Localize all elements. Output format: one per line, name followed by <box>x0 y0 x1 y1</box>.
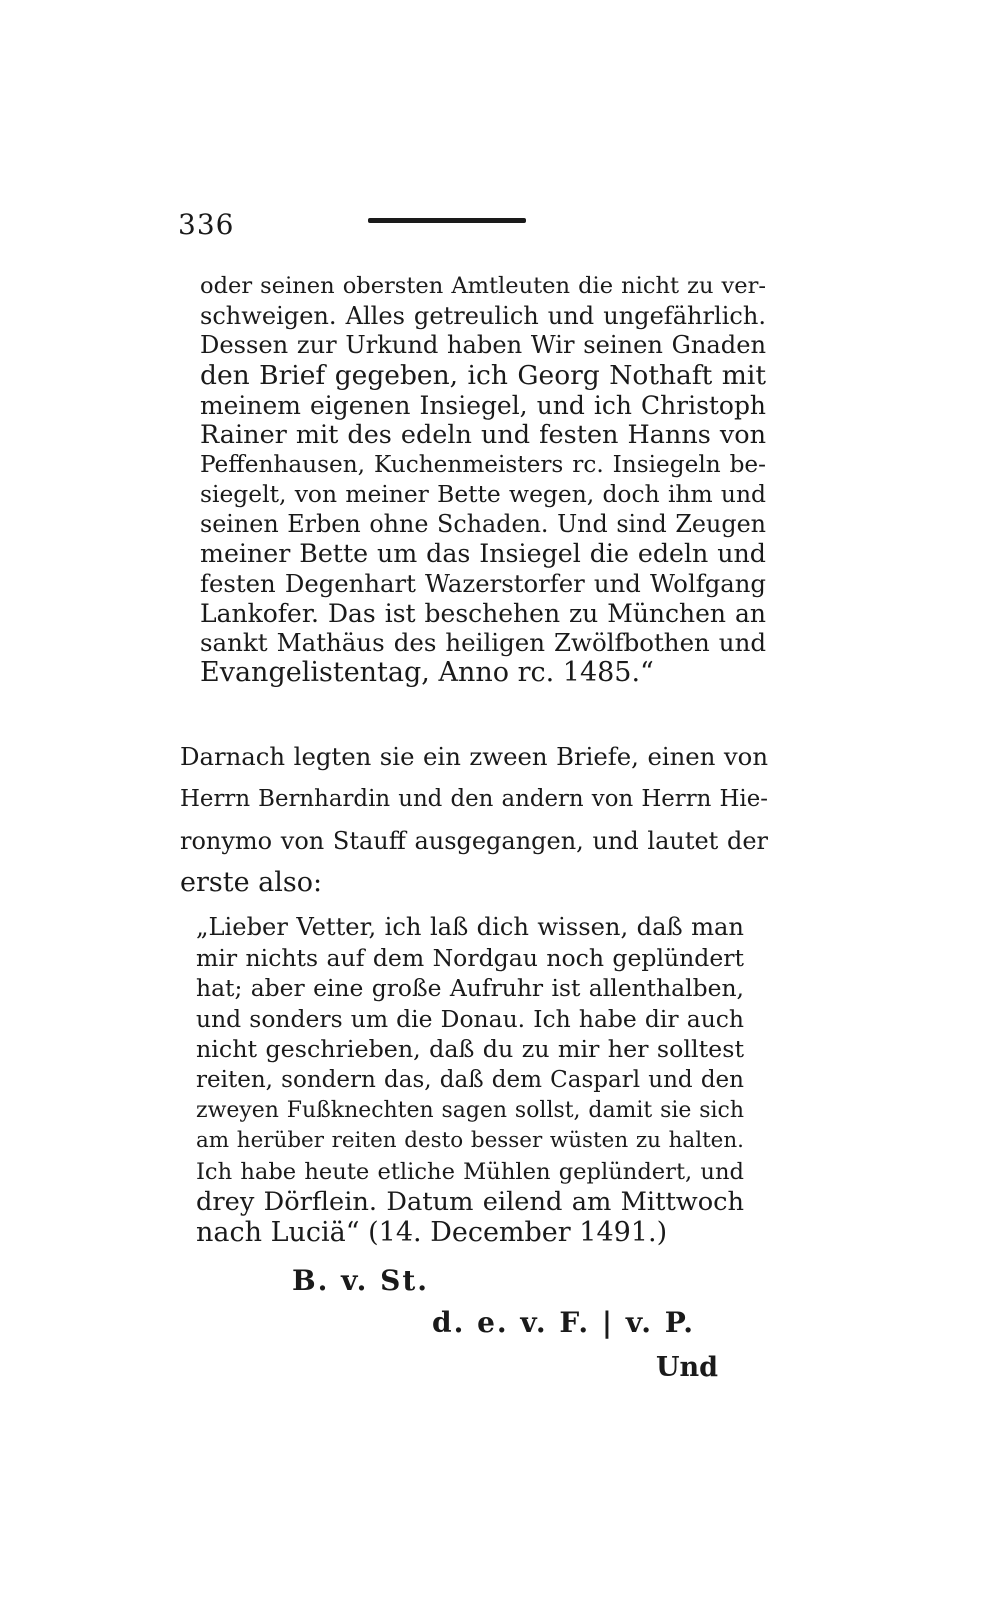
text-line: den Brief gegeben, ich Georg Nothaft mit <box>200 360 766 392</box>
page-header <box>178 208 558 248</box>
text-line: Ich habe heute etliche Mühlen geplündert, und <box>196 1158 744 1185</box>
text-line: Herrn Bernhardin und den andern von Herrn Hie- <box>180 786 768 812</box>
text-line: meinem eigenen Insiegel, und ich Christoph <box>200 390 766 420</box>
text-line: nicht geschrieben, daß du zu mir her solltest <box>196 1035 744 1064</box>
text-line: und sonders um die Donau. Ich habe dir auch <box>196 1004 744 1033</box>
text-line: hat; aber eine große Aufruhr ist allenthalben, <box>196 974 744 1003</box>
text-line: ronymo von Stauff ausgegangen, und lautet der <box>180 827 768 855</box>
paragraph-narrative <box>180 736 768 904</box>
text-line: sankt Mathäus des heiligen Zwölfbothen und <box>200 628 766 658</box>
text-line: seinen Erben ohne Schaden. Und sind Zeugen <box>200 509 766 538</box>
page-number: 336 <box>178 208 235 241</box>
text-line: mir nichts auf dem Nordgau noch geplündert <box>196 943 744 972</box>
text-line: zweyen Fußknechten sagen sollst, damit sie sich <box>196 1097 744 1123</box>
text-line: nach Luciä“ (14. December 1491.) <box>196 1216 668 1248</box>
text-line: schweigen. Alles getreulich und ungefährlich. <box>200 301 766 330</box>
text-line: „Lieber Vetter, ich laß dich wissen, daß man <box>196 913 744 941</box>
text-line: Evangelistentag, Anno rc. 1485.“ <box>200 657 654 689</box>
address-initials: d. e. v. F. | v. P. <box>432 1306 695 1339</box>
text-line: am herüber reiten desto besser wüsten zu halten. <box>196 1128 744 1154</box>
text-line: reiten, sondern das, daß dem Casparl und den <box>196 1066 744 1093</box>
text-line: erste also: <box>180 867 323 898</box>
catchword: Und <box>656 1352 719 1383</box>
signature-initials: B. v. St. <box>292 1264 430 1297</box>
header-rule <box>368 218 526 223</box>
text-line: Rainer mit des edeln und festen Hanns von <box>200 419 766 450</box>
text-line: Peffenhausen, Kuchenmeisters rc. Insiegeln be- <box>200 451 766 479</box>
text-line: meiner Bette um das Insiegel die edeln und <box>200 539 766 569</box>
paragraph-charter-ending <box>200 272 766 688</box>
text-line: festen Degenhart Wazerstorfer und Wolfgang <box>200 569 766 599</box>
text-line: Lankofer. Das ist beschehen zu München an <box>200 598 766 628</box>
text-line: oder seinen obersten Amtleuten die nicht zu ver- <box>200 273 766 299</box>
text-line: Darnach legten sie ein zween Briefe, einen von <box>180 742 768 771</box>
paragraph-letter <box>196 912 744 1249</box>
text-line: siegelt, von meiner Bette wegen, doch ihm und <box>200 479 766 508</box>
text-line: Dessen zur Urkund haben Wir seinen Gnaden <box>200 331 766 360</box>
text-line: drey Dörflein. Datum eilend am Mittwoch <box>196 1187 744 1218</box>
